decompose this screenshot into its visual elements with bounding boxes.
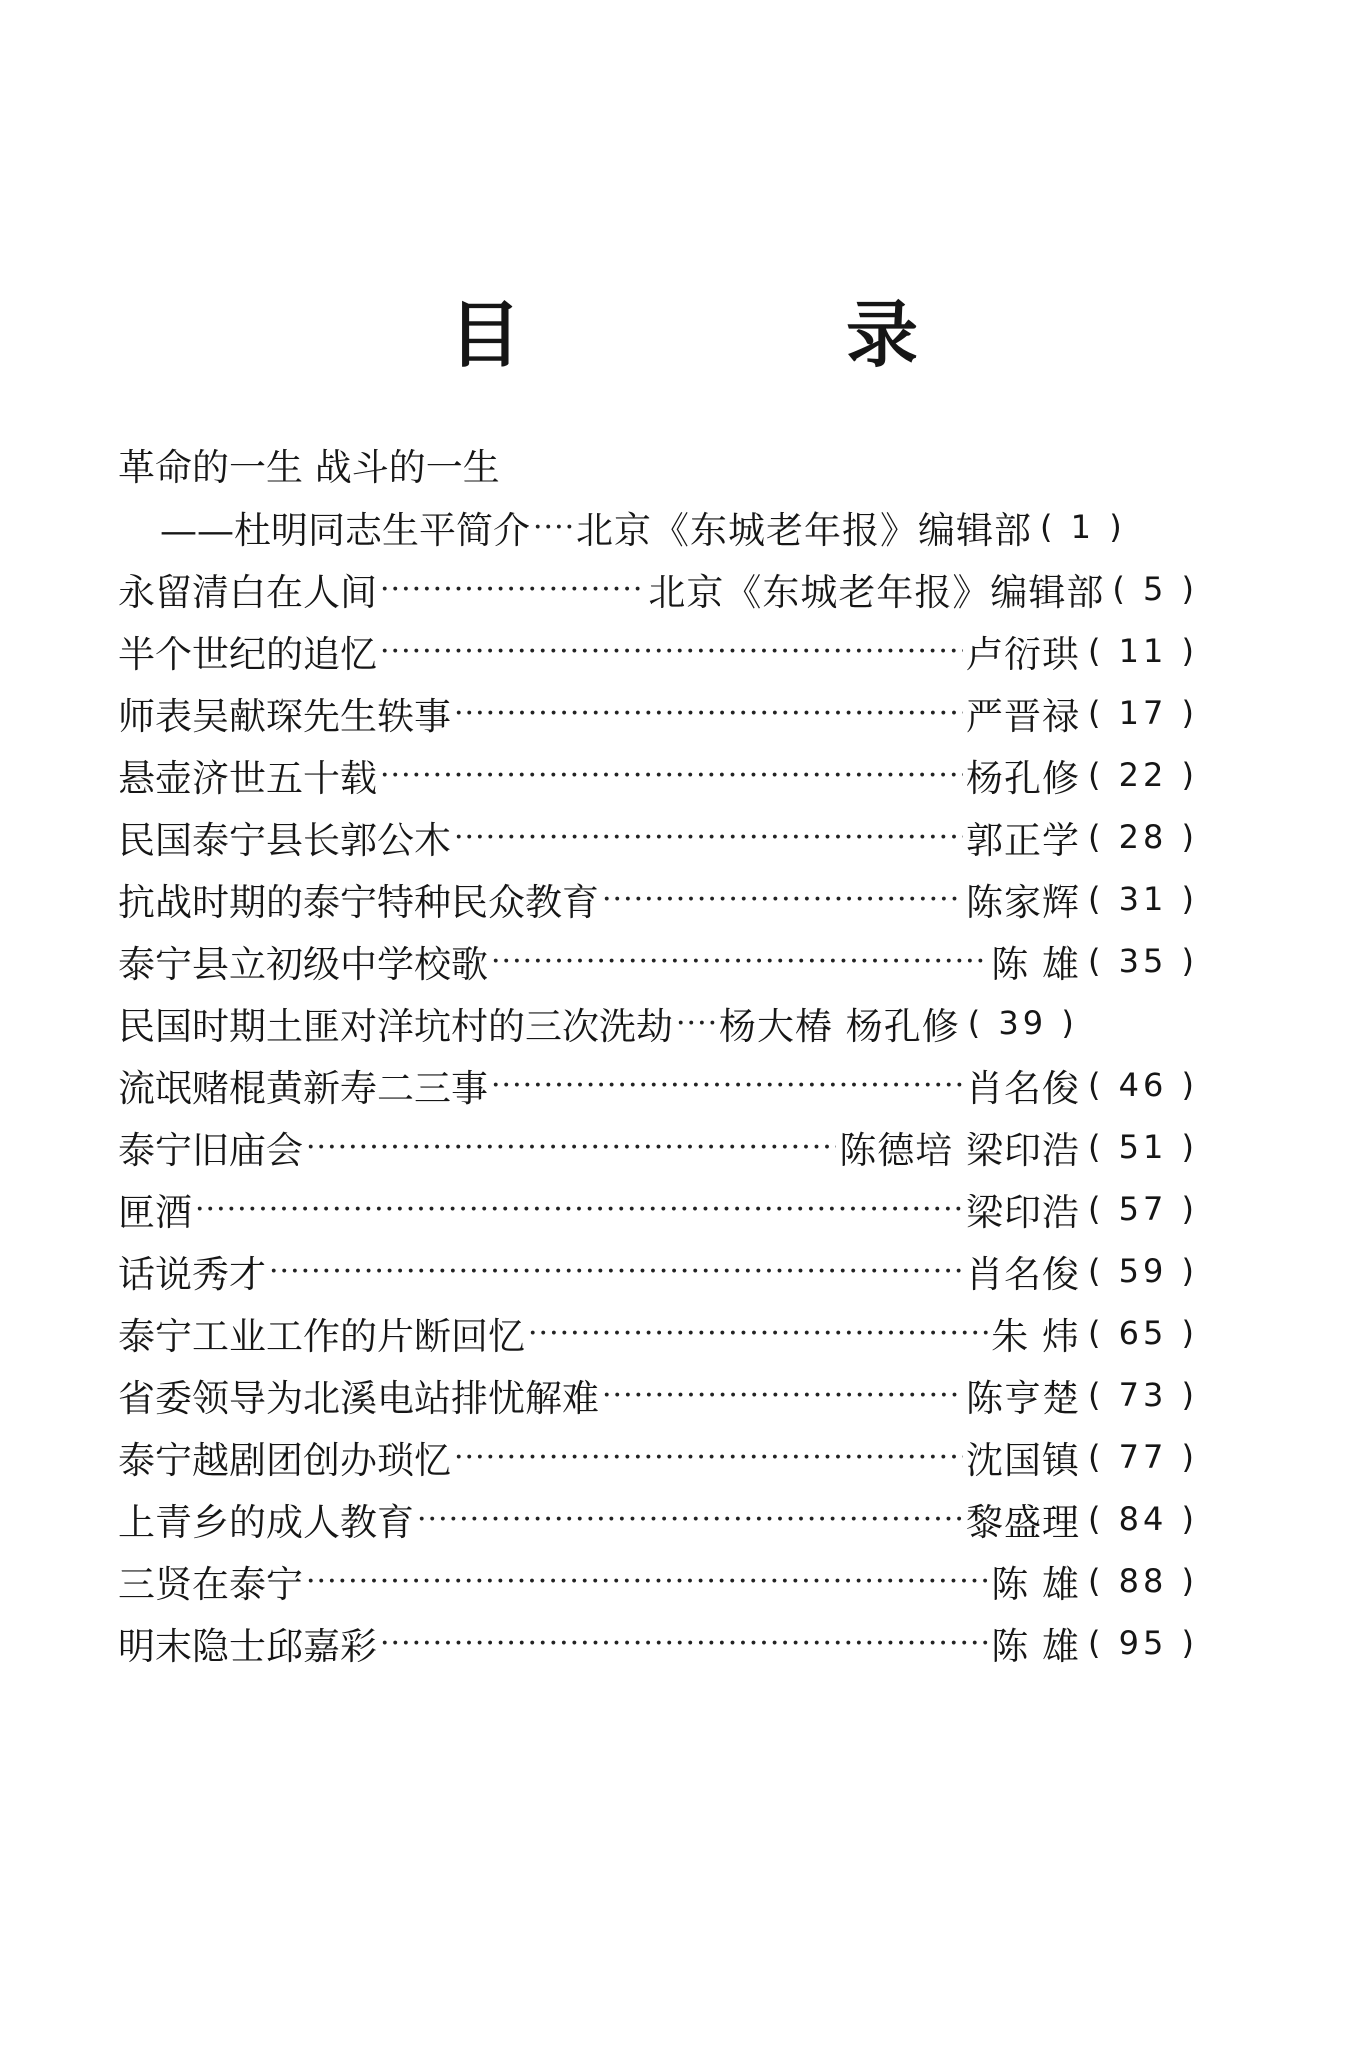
entry-page: ( 95 ) [1087, 1624, 1198, 1662]
toc-entry [118, 496, 1198, 558]
entry-title: 泰宁工业工作的片断回忆 [118, 1315, 525, 1358]
entry-page: ( 11 ) [1087, 632, 1198, 670]
entry-author: 陈 雄 [991, 1563, 1080, 1606]
leader-dots [380, 758, 963, 793]
leader-dots [491, 944, 988, 979]
entry-title: 泰宁县立初级中学校歌 [118, 943, 488, 986]
entry-author: 陈 雄 [991, 1625, 1080, 1668]
table-of-contents [118, 432, 1198, 1674]
leader-dots [676, 1006, 716, 1041]
entry-title: 悬壶济世五十载 [118, 757, 377, 800]
leader-dots [306, 1564, 988, 1599]
entry-title: 永留清白在人间 [118, 571, 377, 614]
leader-dots [454, 696, 963, 731]
entry-title: 上青乡的成人教育 [118, 1501, 414, 1544]
toc-entry [118, 1054, 1198, 1116]
leader-dots [380, 1626, 988, 1661]
entry-author: 陈亨楚 [965, 1377, 1080, 1420]
toc-entry [118, 620, 1198, 682]
entry-page: ( 17 ) [1087, 694, 1198, 732]
entry-page: ( 35 ) [1087, 942, 1198, 980]
toc-entry [118, 1116, 1198, 1178]
leader-dots [491, 1068, 963, 1103]
entry-page: ( 28 ) [1087, 818, 1198, 856]
toc-entry [118, 930, 1198, 992]
entry-author: 陈德培 梁印浩 [839, 1129, 1080, 1172]
toc-entry [118, 868, 1198, 930]
entry-author: 肖名俊 [965, 1253, 1080, 1296]
entry-page: ( 57 ) [1087, 1190, 1198, 1228]
entry-title: 流氓赌棍黄新寿二三事 [118, 1067, 488, 1110]
entry-author: 杨大椿 杨孔修 [719, 1005, 960, 1048]
entry-author: 卢衍珙 [965, 633, 1080, 676]
entry-page: ( 39 ) [967, 1004, 1078, 1042]
entry-title: ——杜明同志生平简介 [160, 509, 530, 552]
entry-title: 省委领导为北溪电站排忧解难 [118, 1377, 599, 1420]
entry-page: ( 46 ) [1087, 1066, 1198, 1104]
entry-page: ( 73 ) [1087, 1376, 1198, 1414]
entry-title: 泰宁越剧团创办琐忆 [118, 1439, 451, 1482]
entry-page: ( 59 ) [1087, 1252, 1198, 1290]
toc-entry [118, 682, 1198, 744]
toc-entry [118, 1302, 1198, 1364]
entry-title: 明末隐士邱嘉彩 [118, 1625, 377, 1668]
entry-author: 杨孔修 [965, 757, 1080, 800]
toc-entry [118, 1488, 1198, 1550]
toc-entry [118, 1364, 1198, 1426]
entry-page: ( 22 ) [1087, 756, 1198, 794]
toc-entry [118, 1550, 1198, 1612]
entry-author: 肖名俊 [965, 1067, 1080, 1110]
entry-author: 沈国镇 [965, 1439, 1080, 1482]
entry-title: 三贤在泰宁 [118, 1563, 303, 1606]
entry-author: 郭正学 [965, 819, 1080, 862]
leader-dots [533, 510, 573, 545]
entry-title: 匣酒 [118, 1191, 192, 1234]
entry-page: ( 51 ) [1087, 1128, 1198, 1166]
toc-entry [118, 744, 1198, 806]
leader-dots [417, 1502, 963, 1537]
entry-title: 革命的一生 战斗的一生 [118, 446, 500, 489]
leader-dots [602, 882, 963, 917]
toc-entry [118, 1178, 1198, 1240]
page-title: 目 录 [448, 292, 1069, 377]
toc-entry [118, 558, 1198, 620]
leader-dots [454, 1440, 963, 1475]
entry-author: 严晋禄 [965, 695, 1080, 738]
entry-page: ( 77 ) [1087, 1438, 1198, 1476]
entry-page: ( 5 ) [1112, 570, 1198, 608]
leader-dots [269, 1254, 963, 1289]
entry-title: 师表吴献琛先生轶事 [118, 695, 451, 738]
entry-author: 梁印浩 [965, 1191, 1080, 1234]
entry-author: 黎盛理 [965, 1501, 1080, 1544]
entry-page: ( 65 ) [1087, 1314, 1198, 1352]
leader-dots [454, 820, 963, 855]
leader-dots [380, 634, 963, 669]
entry-title: 半个世纪的追忆 [118, 633, 377, 676]
toc-entry [118, 1612, 1198, 1674]
entry-author: 朱 炜 [991, 1315, 1080, 1358]
entry-title: 民国时期土匪对洋坑村的三次洗劫 [118, 1005, 673, 1048]
leader-dots [380, 572, 645, 607]
toc-entry [118, 1426, 1198, 1488]
entry-author: 陈家辉 [965, 881, 1080, 924]
entry-author: 北京《东城老年报》编辑部 [648, 571, 1105, 614]
leader-dots [195, 1192, 963, 1227]
leader-dots [528, 1316, 988, 1351]
entry-page: ( 1 ) [1040, 508, 1126, 546]
entry-title: 民国泰宁县长郭公木 [118, 819, 451, 862]
entry-page: ( 84 ) [1087, 1500, 1198, 1538]
leader-dots [306, 1130, 836, 1165]
toc-entry [118, 1240, 1198, 1302]
entry-title: 话说秀才 [118, 1253, 266, 1296]
entry-title: 泰宁旧庙会 [118, 1129, 303, 1172]
leader-dots [602, 1378, 963, 1413]
toc-entry [118, 432, 1198, 496]
entry-title: 抗战时期的泰宁特种民众教育 [118, 881, 599, 924]
entry-author: 北京《东城老年报》编辑部 [576, 509, 1032, 552]
entry-page: ( 88 ) [1087, 1562, 1198, 1600]
toc-entry [118, 992, 1198, 1054]
entry-author: 陈 雄 [991, 943, 1080, 986]
entry-page: ( 31 ) [1087, 880, 1198, 918]
toc-entry [118, 806, 1198, 868]
